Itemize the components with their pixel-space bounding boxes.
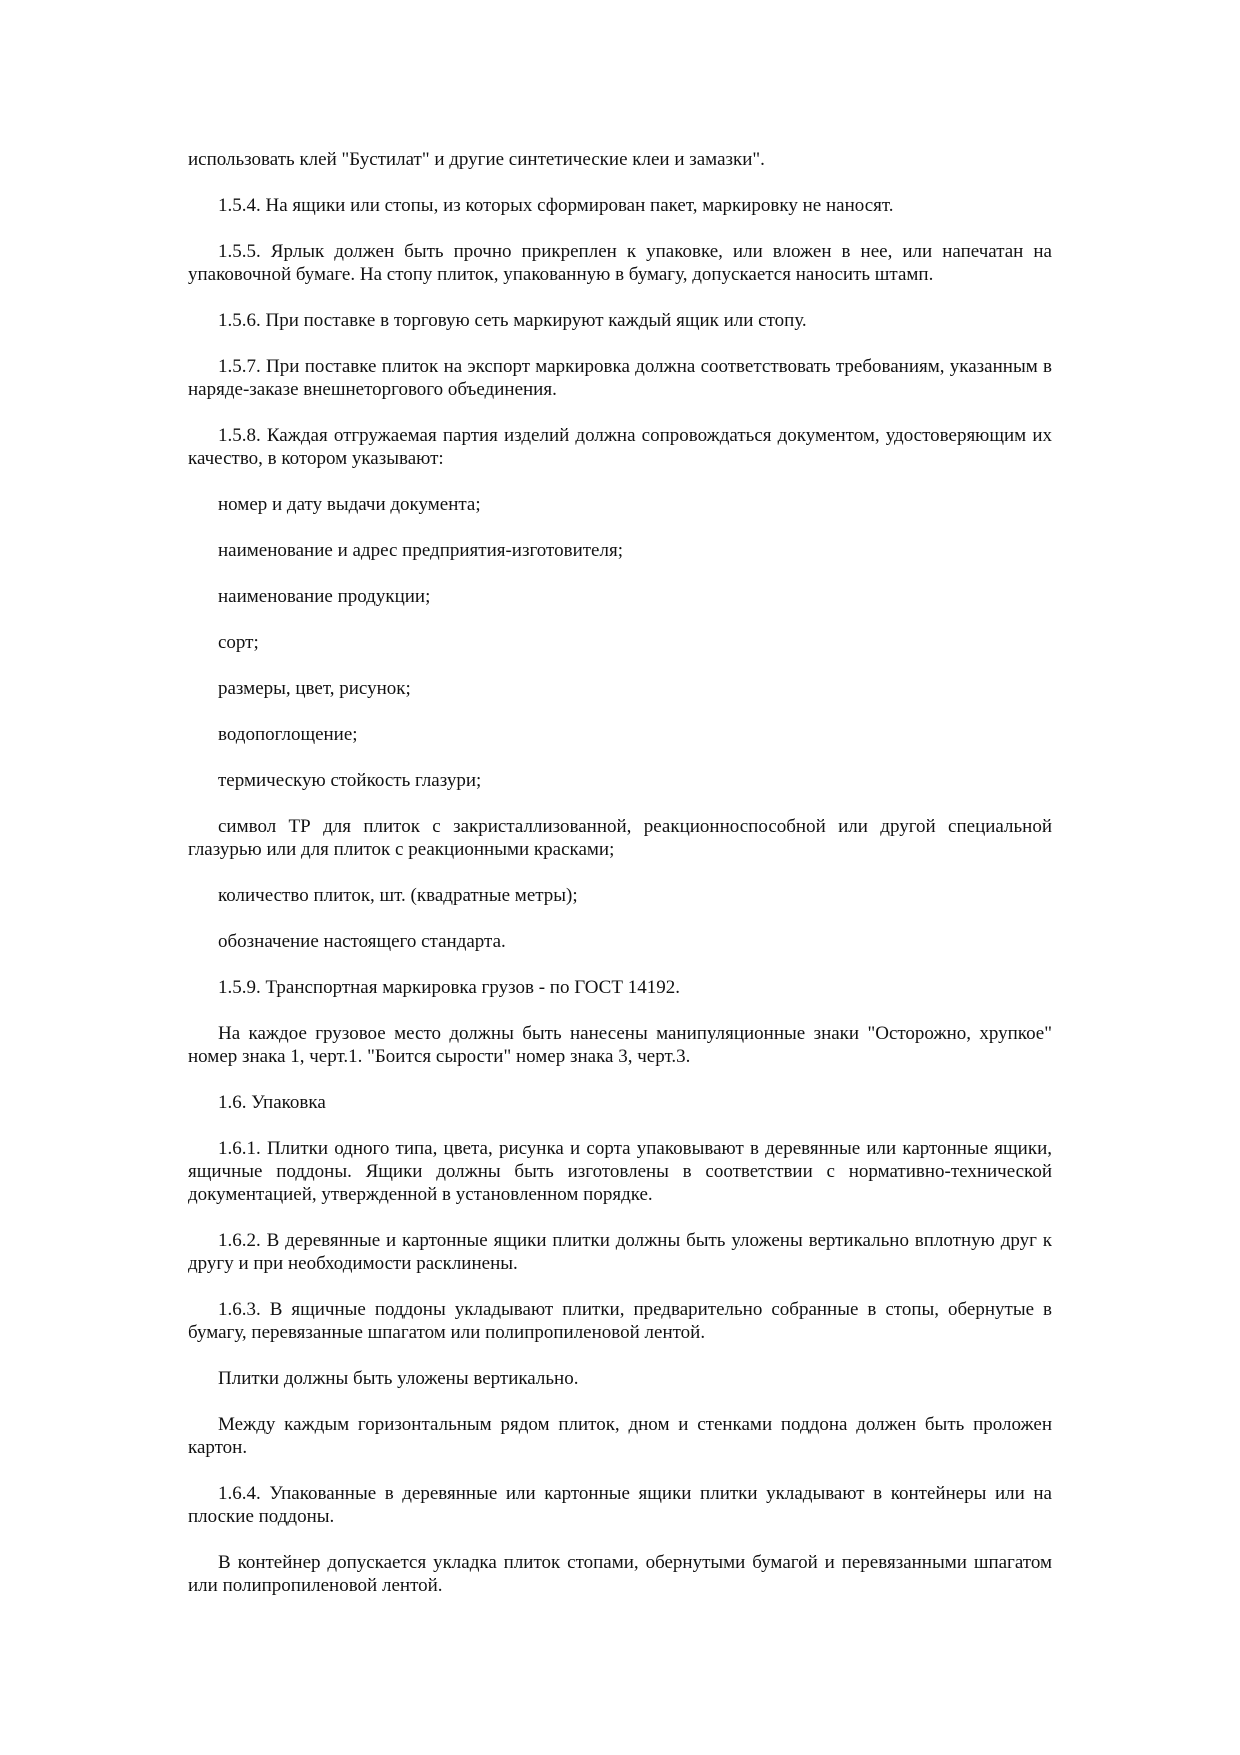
paragraph-cardboard: Между каждым горизонтальным рядом плиток, дном и стенками поддона должен быть проложен картон. <box>188 1414 1052 1458</box>
list-item: номер и дату выдачи документа; <box>218 494 481 515</box>
list-item: термическую стойкость глазури; <box>218 770 482 791</box>
paragraph-1-5-5: 1.5.5. Ярлык должен быть прочно прикреплен к упаковке, или вложен в нее, или напечатан на упаковочной бумаге. На стопу плиток, упакованную в бумагу, допускается наносить штамп. <box>188 241 1052 285</box>
paragraph-1-5-8: 1.5.8. Каждая отгружаемая партия изделий должна сопровождаться документом, удостоверяющим их качество, в котором указывают: <box>188 425 1052 469</box>
paragraph-1-5-9: 1.5.9. Транспортная маркировка грузов - по ГОСТ 14192. <box>218 977 680 998</box>
paragraph-1-5-4: 1.5.4. На ящики или стопы, из которых сформирован пакет, маркировку не наносят. <box>218 195 894 216</box>
paragraph-1-6-3: 1.6.3. В ящичные поддоны укладывают плитки, предварительно собранные в стопы, обернутые в бумагу, перевязанные шпагатом или полипропиленовой лентой. <box>188 1299 1052 1343</box>
paragraph-vertical: Плитки должны быть уложены вертикально. <box>218 1368 579 1389</box>
list-item: водопоглощение; <box>218 724 358 745</box>
list-item: наименование и адрес предприятия-изготовителя; <box>218 540 623 561</box>
list-item: размеры, цвет, рисунок; <box>218 678 411 699</box>
section-heading-1-6: 1.6. Упаковка <box>218 1092 326 1113</box>
list-item: символ ТР для плиток с закристаллизованной, реакционноспособной или другой специальной глазурью или для плиток с реакционными красками; <box>188 816 1052 860</box>
paragraph-1-5-6: 1.5.6. При поставке в торговую сеть маркируют каждый ящик или стопу. <box>218 310 807 331</box>
paragraph-1-5-7: 1.5.7. При поставке плиток на экспорт маркировка должна соответствовать требованиям, указанным в наряде-заказе внешнеторгового объединения. <box>188 356 1052 400</box>
list-item: обозначение настоящего стандарта. <box>218 931 506 952</box>
paragraph-container: В контейнер допускается укладка плиток стопами, обернутыми бумагой и перевязанными шпагатом или полипропиленовой лентой. <box>188 1552 1052 1596</box>
paragraph-continuation: использовать клей "Бустилат" и другие синтетические клеи и замазки". <box>188 149 765 170</box>
list-item: наименование продукции; <box>218 586 431 607</box>
paragraph-1-6-4: 1.6.4. Упакованные в деревянные или картонные ящики плитки укладывают в контейнеры или на плоские поддоны. <box>188 1483 1052 1527</box>
paragraph-1-6-1: 1.6.1. Плитки одного типа, цвета, рисунка и сорта упаковывают в деревянные или картонные ящики, ящичные поддоны. Ящики должны быть изготовлены в соответствии с нормативно-технической документацией, утвержденной в установленном порядке. <box>188 1138 1052 1205</box>
list-item: количество плиток, шт. (квадратные метры); <box>218 885 578 906</box>
paragraph-handling-marks: На каждое грузовое место должны быть нанесены манипуляционные знаки "Осторожно, хрупкое" номер знака 1, черт.1. "Боится сырости" номер знака 3, черт.3. <box>188 1023 1052 1067</box>
document-page <box>188 148 1052 1620</box>
list-item: сорт; <box>218 632 259 653</box>
paragraph-1-6-2: 1.6.2. В деревянные и картонные ящики плитки должны быть уложены вертикально вплотную друг к другу и при необходимости расклинены. <box>188 1230 1052 1274</box>
